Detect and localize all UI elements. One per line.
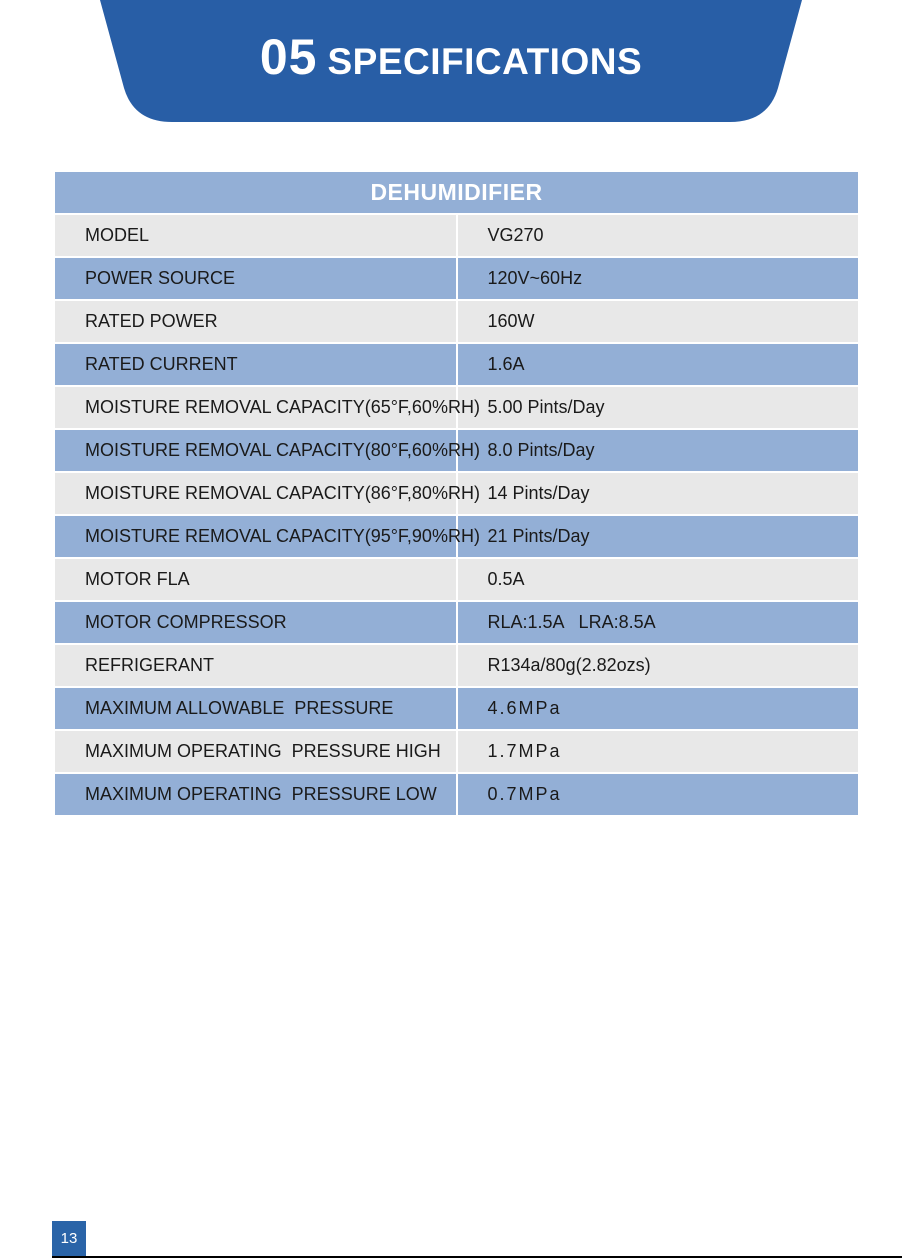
spec-value-refrigerant: R134a/80g(2.82ozs) — [457, 644, 859, 687]
footer-rule — [52, 1256, 902, 1258]
table-header-row — [55, 172, 858, 214]
spec-value-max-operating-pressure-low: 0.7MPa — [457, 773, 859, 815]
spec-value-power-source: 120V~60Hz — [457, 257, 859, 300]
section-header-banner — [0, 0, 902, 125]
spec-label-model: MODEL — [55, 214, 457, 257]
spec-value-rated-current: 1.6A — [457, 343, 859, 386]
spec-value-moisture-65f: 5.00 Pints/Day — [457, 386, 859, 429]
spec-label-max-allowable-pressure: MAXIMUM ALLOWABLE PRESSURE — [55, 687, 457, 730]
spec-value-moisture-86f: 14 Pints/Day — [457, 472, 859, 515]
spec-label-motor-fla: MOTOR FLA — [55, 558, 457, 601]
table-row — [55, 300, 858, 343]
table-row — [55, 343, 858, 386]
spec-label-max-operating-pressure-high: MAXIMUM OPERATING PRESSURE HIGH — [55, 730, 457, 773]
spec-label-rated-power: RATED POWER — [55, 300, 457, 343]
spec-value-motor-compressor: RLA:1.5A LRA:8.5A — [457, 601, 859, 644]
section-number: 05 — [259, 29, 318, 85]
spec-label-power-source: POWER SOURCE — [55, 257, 457, 300]
spec-label-refrigerant: REFRIGERANT — [55, 644, 457, 687]
table-row — [55, 558, 858, 601]
table-row — [55, 472, 858, 515]
page-title — [0, 28, 902, 86]
spec-value-moisture-80f: 8.0 Pints/Day — [457, 429, 859, 472]
spec-value-max-operating-pressure-high: 1.7MPa — [457, 730, 859, 773]
table-row — [55, 601, 858, 644]
spec-label-motor-compressor: MOTOR COMPRESSOR — [55, 601, 457, 644]
spec-value-model: VG270 — [457, 214, 859, 257]
spec-label-moisture-65f: MOISTURE REMOVAL CAPACITY(65°F,60%RH) — [55, 386, 457, 429]
table-row — [55, 687, 858, 730]
page-number-badge: 13 — [52, 1221, 86, 1257]
spec-value-moisture-95f: 21 Pints/Day — [457, 515, 859, 558]
table-title: DEHUMIDIFIER — [55, 172, 858, 214]
section-title: SPECIFICATIONS — [327, 41, 643, 82]
spec-label-rated-current: RATED CURRENT — [55, 343, 457, 386]
specifications-table — [55, 172, 858, 815]
table-row — [55, 429, 858, 472]
table-row — [55, 644, 858, 687]
table-row — [55, 386, 858, 429]
table-row — [55, 773, 858, 815]
spec-label-moisture-80f: MOISTURE REMOVAL CAPACITY(80°F,60%RH) — [55, 429, 457, 472]
table-row — [55, 257, 858, 300]
table-row — [55, 214, 858, 257]
table-row — [55, 730, 858, 773]
spec-value-rated-power: 160W — [457, 300, 859, 343]
spec-label-max-operating-pressure-low: MAXIMUM OPERATING PRESSURE LOW — [55, 773, 457, 815]
spec-value-max-allowable-pressure: 4.6MPa — [457, 687, 859, 730]
spec-value-motor-fla: 0.5A — [457, 558, 859, 601]
spec-label-moisture-86f: MOISTURE REMOVAL CAPACITY(86°F,80%RH) — [55, 472, 457, 515]
spec-label-moisture-95f: MOISTURE REMOVAL CAPACITY(95°F,90%RH) — [55, 515, 457, 558]
table-row — [55, 515, 858, 558]
